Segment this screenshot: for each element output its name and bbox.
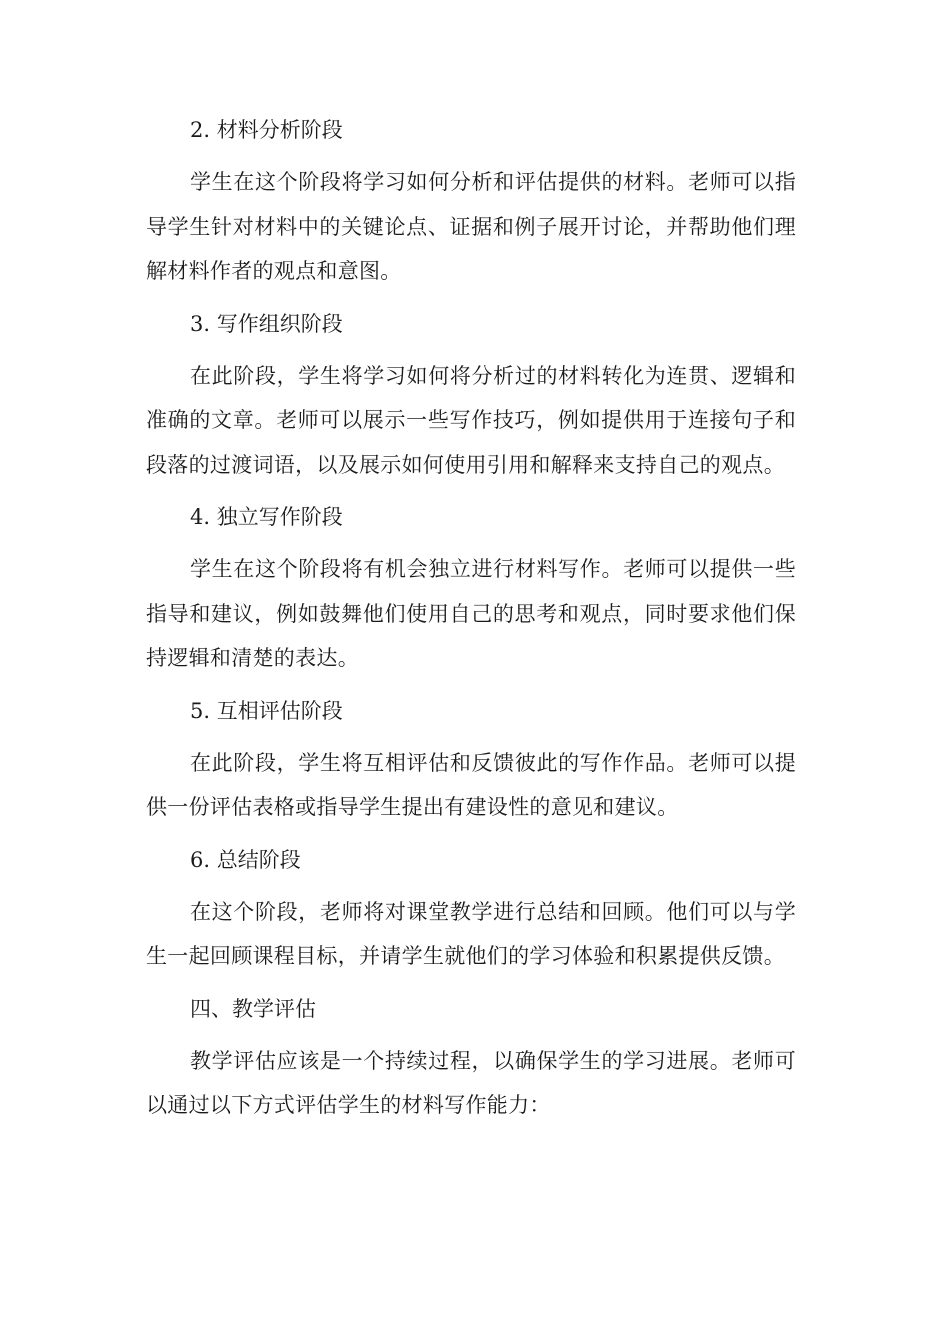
section-paragraph-writing-organization: 在此阶段，学生将学习如何将分析过的材料转化为连贯、逻辑和准确的文章。老师可以展示一些写作技巧，例如提供用于连接句子和段落的过渡词语，以及展示如何使用引用和解释来支持自己的观点。 bbox=[146, 363, 796, 477]
section-paragraph-summary: 在这个阶段，老师将对课堂教学进行总结和回顾。他们可以与学生一起回顾课程目标，并请学生就他们的学习体验和积累提供反馈。 bbox=[146, 899, 796, 968]
section-heading-material-analysis: 2. 材料分析阶段 bbox=[190, 118, 343, 142]
section-paragraph-material-analysis: 学生在这个阶段将学习如何分析和评估提供的材料。老师可以指导学生针对材料中的关键论点、证据和例子展开讨论，并帮助他们理解材料作者的观点和意图。 bbox=[146, 170, 796, 283]
section-heading-teaching-evaluation: 四、教学评估 bbox=[190, 996, 316, 1021]
section-paragraph-peer-assessment: 在此阶段，学生将互相评估和反馈彼此的写作作品。老师可以提供一份评估表格或指导学生提出有建设性的意见和建议。 bbox=[146, 750, 796, 819]
section-paragraph-teaching-evaluation: 教学评估应该是一个持续过程，以确保学生的学习进展。老师可以通过以下方式评估学生的材料写作能力： bbox=[146, 1048, 796, 1117]
document-body bbox=[146, 108, 796, 1136]
section-heading-writing-organization: 3. 写作组织阶段 bbox=[190, 311, 343, 336]
section-heading-summary: 6. 总结阶段 bbox=[190, 847, 301, 872]
section-heading-peer-assessment: 5. 互相评估阶段 bbox=[190, 698, 343, 723]
section-heading-independent-writing: 4. 独立写作阶段 bbox=[190, 505, 343, 529]
section-paragraph-independent-writing: 学生在这个阶段将有机会独立进行材料写作。老师可以提供一些指导和建议，例如鼓舞他们使用自己的思考和观点，同时要求他们保持逻辑和清楚的表达。 bbox=[146, 557, 796, 670]
